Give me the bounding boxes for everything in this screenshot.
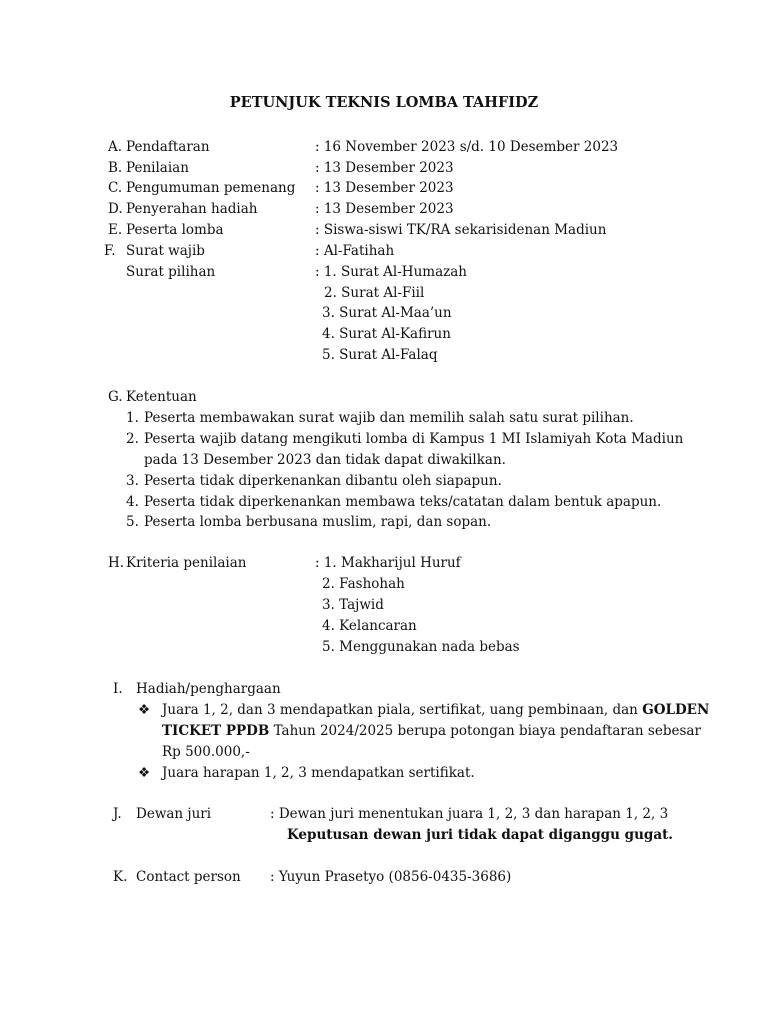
ketentuan-text: Peserta lomba berbusana muslim, rapi, dan sopan.	[144, 514, 492, 530]
kriteria-label: Kriteria penilaian	[126, 555, 247, 571]
kriteria-item: 2. Fashohah	[322, 576, 405, 592]
surat-wajib-value: : Al-Fatihah	[315, 243, 395, 259]
surat-pilihan-item: : 1. Surat Al-Humazah	[315, 264, 467, 280]
hadiah-heading: Hadiah/penghargaan	[136, 681, 281, 697]
surat-pilihan-item: 5. Surat Al-Falaq	[322, 347, 438, 363]
item-letter: F.	[104, 243, 116, 259]
ketentuan-text: Peserta tidak diperkenankan dibantu oleh siapapun.	[144, 473, 502, 489]
contact-label: Contact person	[136, 869, 241, 885]
item-label: Peserta lomba	[126, 222, 224, 238]
juri-note: Keputusan dewan juri tidak dapat diganggu gugat.	[287, 827, 674, 843]
ketentuan-number: 5.	[126, 514, 139, 530]
item-value: : 13 Desember 2023	[315, 180, 454, 196]
item-value: : 16 November 2023 s/d. 10 Desember 2023	[315, 139, 619, 155]
kriteria-item: 5. Menggunakan nada bebas	[322, 639, 520, 655]
hadiah-line	[162, 725, 701, 739]
surat-pilihan-label: Surat pilihan	[126, 264, 216, 280]
hadiah-line: Juara harapan 1, 2, 3 mendapatkan sertifikat.	[162, 765, 475, 781]
golden-ticket-bold: TICKET PPDB	[162, 723, 270, 739]
item-letter: K.	[113, 869, 128, 885]
surat-wajib-label: Surat wajib	[126, 243, 205, 259]
surat-pilihan-item: 2. Surat Al-Fiil	[324, 285, 425, 301]
item-letter: H.	[108, 555, 125, 571]
juri-value: : Dewan juri menentukan juara 1, 2, 3 dan harapan 1, 2, 3	[270, 806, 669, 822]
kriteria-item: 3. Tajwid	[322, 597, 384, 613]
item-letter: E.	[108, 222, 123, 238]
hadiah-text: Juara 1, 2, dan 3 mendapatkan piala, sertifikat, uang pembinaan, dan	[162, 702, 643, 718]
surat-pilihan-item: 4. Surat Al-Kafirun	[322, 326, 451, 342]
item-value: : 13 Desember 2023	[315, 201, 454, 217]
item-letter: G.	[108, 389, 123, 405]
item-label: Penilaian	[126, 160, 189, 176]
surat-pilihan-item: 3. Surat Al-Maa’un	[322, 305, 452, 321]
ketentuan-text: Peserta membawakan surat wajib dan memilih salah satu surat pilihan.	[144, 410, 634, 426]
contact-value: : Yuyun Prasetyo (0856-0435-3686)	[270, 869, 512, 885]
item-value: : Siswa-siswi TK/RA sekarisidenan Madiun	[315, 222, 607, 238]
juri-label: Dewan juri	[136, 806, 212, 822]
item-letter: I.	[113, 681, 123, 697]
ketentuan-text: Peserta tidak diperkenankan membawa teks/catatan dalam bentuk apapun.	[144, 494, 662, 510]
golden-ticket-bold: GOLDEN	[642, 702, 710, 718]
item-letter: A.	[108, 139, 123, 155]
item-letter: B.	[108, 160, 123, 176]
ketentuan-number: 3.	[126, 473, 139, 489]
ketentuan-heading: Ketentuan	[126, 389, 197, 405]
diamond-bullet-icon: ❖	[138, 702, 151, 718]
item-letter: D.	[108, 201, 123, 217]
item-letter: C.	[108, 180, 123, 196]
ketentuan-text: pada 13 Desember 2023 dan tidak dapat diwakilkan.	[144, 452, 506, 468]
diamond-bullet-icon: ❖	[138, 765, 151, 781]
hadiah-text: Tahun 2024/2025 berupa potongan biaya pendaftaran sebesar	[269, 723, 701, 739]
item-label: Pendaftaran	[126, 139, 210, 155]
hadiah-line	[162, 704, 709, 718]
page-title: PETUNJUK TEKNIS LOMBA TAHFIDZ	[229, 94, 539, 111]
item-letter: J.	[113, 806, 122, 822]
kriteria-item: 4. Kelancaran	[322, 618, 417, 634]
ketentuan-number: 1.	[126, 410, 139, 426]
ketentuan-text: Peserta wajib datang mengikuti lomba di Kampus 1 MI Islamiyah Kota Madiun	[144, 431, 684, 447]
item-label: Pengumuman pemenang	[126, 180, 296, 196]
ketentuan-number: 2.	[126, 431, 139, 447]
hadiah-line: Rp 500.000,-	[162, 744, 250, 760]
item-label: Penyerahan hadiah	[126, 201, 258, 217]
ketentuan-number: 4.	[126, 494, 139, 510]
kriteria-item: : 1. Makharijul Huruf	[315, 555, 461, 571]
item-value: : 13 Desember 2023	[315, 160, 454, 176]
